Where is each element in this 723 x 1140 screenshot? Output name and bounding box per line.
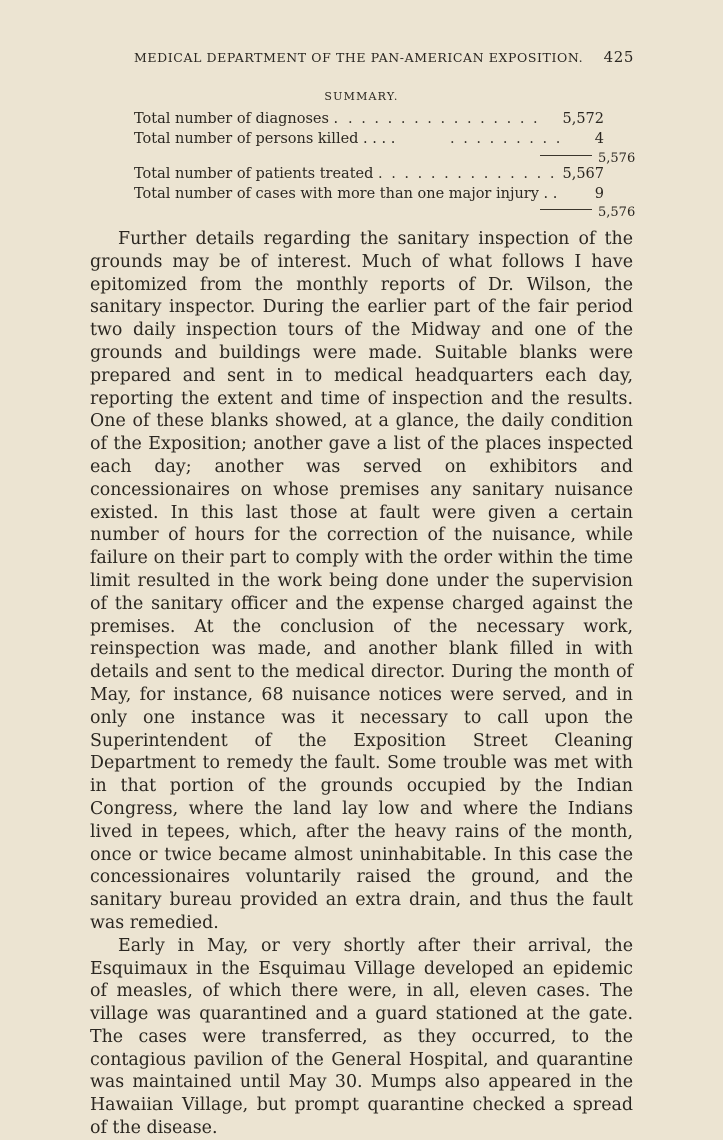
summary-row-label: Total number of persons killed . . . . — [134, 131, 396, 147]
paragraph: Early in May, or very shortly after their arrival, the Esquimaux in the Esquimau Village developed an epidemic of measles, of which there were, in all, eleven cases. The village was quarantined and a guard stationed at the gate. The cases were transferred, as they occurred, to the contagious pavilion of the General Hospital, and quarantine was maintained until May 30. Mumps also appeared in the Hawaiian Village, but prompt quarantine checked a spread of the disease. — [90, 935, 633, 1139]
summary-heading: SUMMARY. — [324, 90, 399, 103]
summary-row-label: Total number of patients treated — [134, 166, 374, 182]
sum-rule — [540, 155, 592, 156]
running-title: MEDICAL DEPARTMENT OF THE PAN-AMERICAN EXPOSITION. — [134, 50, 584, 65]
body-text — [90, 228, 633, 1140]
summary-row — [134, 131, 604, 151]
summary-row-label: Total number of diagnoses . — [134, 111, 339, 127]
summary-subtotal: 5,576 — [598, 151, 636, 166]
page-number: 425 — [603, 48, 634, 66]
summary-total: 5,576 — [598, 205, 636, 220]
sum-rule — [540, 209, 592, 210]
leader-dots: . . . . . . . . . — [450, 131, 563, 147]
summary-row-value: 4 — [594, 131, 604, 147]
leader-dots: . . . . . . . . . . . . . . . — [348, 111, 540, 127]
paragraph: Further details regarding the sanitary inspection of the grounds may be of interest. Much of what follows I have epitomized from the monthly reports of Dr. Wilson, the sanitary inspector. During the earlier part of the fair period two daily inspection tours of the Midway and one of the grounds and buildings were made. Suitable blanks were prepared and sent in to medical headquarters each day, reporting the extent and time of inspection and the results. One of these blanks showed, at a glance, the daily condition of the Exposition; another gave a list of the places inspected each day; another was served on exhibitors and concessionaires on whose premises any sanitary nuisance existed. In this last those at fault were given a certain number of hours for the correction of the nuisance, while failure on their part to comply with the order within the time limit resulted in the work being done under the supervision of the sanitary officer and the expense charged against the premises. At the conclusion of the necessary work, reinspection was made, and another blank filled in with details and sent to the medical director. During the month of May, for instance, 68 nuisance notices were served, and in only one instance was it necessary to call upon the Superintendent of the Exposition Street Cleaning Department to remedy the fault. Some trouble was met with in that portion of the grounds occupied by the Indian Congress, where the land lay low and where the Indians lived in tepees, which, after the heavy rains of the month, once or twice became almost uninhabitable. In this case the concessionaires voluntarily raised the ground, and the sanitary bureau provided an extra drain, and thus the fault was remedied. — [90, 229, 633, 933]
summary-row — [134, 186, 604, 206]
summary-row-value: 9 — [594, 186, 604, 202]
summary-row — [134, 111, 604, 131]
summary-row-value: 5,572 — [562, 111, 604, 127]
summary-row-value: 5,567 — [562, 166, 604, 182]
leader-dots: . . . . . . . . . . . . . . — [378, 166, 557, 182]
summary-row — [134, 166, 604, 186]
summary-row-label: Total number of cases with more than one major injury . . — [134, 186, 558, 202]
